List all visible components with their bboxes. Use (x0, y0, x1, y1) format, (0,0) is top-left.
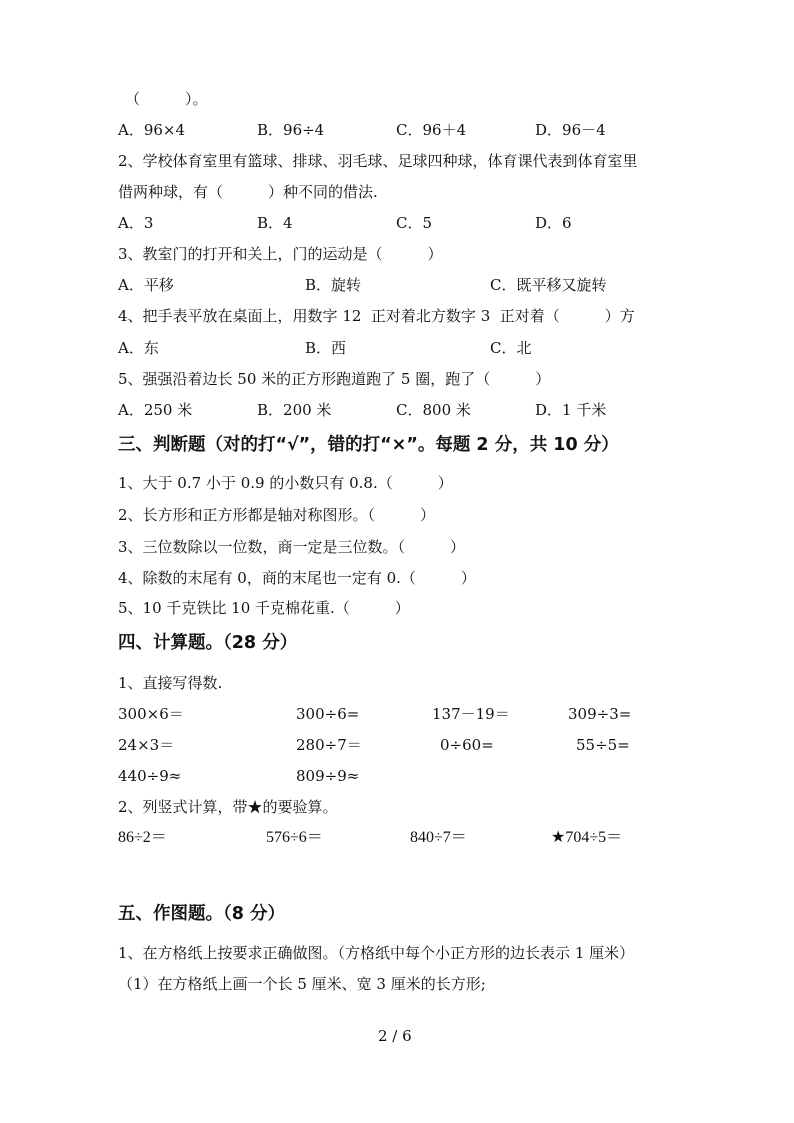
calc-item: 0÷60= (440, 736, 494, 754)
q4-option-c: C．北 (490, 339, 532, 357)
q2-option-c: C．5 (396, 214, 433, 232)
q2-line-1: 2、学校体育室里有篮球、排球、羽毛球、足球四种球，体育课代表到体育室里 (118, 152, 638, 170)
q3-option-a: A．平移 (118, 276, 174, 294)
calc-item: 300×6＝ (118, 705, 184, 723)
direct-answer-label: 1、直接写得数. (118, 674, 223, 692)
vertical-calc-item: 86÷2＝ (118, 829, 167, 846)
q3-text: 3、教室门的打开和关上，门的运动是（ ） (118, 245, 443, 263)
q2-line-2: 借两种球，有（ ）种不同的借法. (118, 183, 378, 201)
q1-option-c: C．96＋4 (396, 121, 467, 139)
q5-text: 5、强强沿着边长 50 米的正方形跑道跑了 5 圈，跑了（ ） (118, 370, 551, 388)
vertical-calc-label: 2、列竖式计算，带★的要验算。 (118, 798, 338, 816)
q5-option-c: C．800 米 (396, 401, 471, 419)
vertical-calc-item: 840÷7＝ (410, 829, 467, 846)
judgement-item-2: 2、长方形和正方形都是轴对称图形。（ ） (118, 506, 436, 524)
calc-item: 55÷5= (576, 736, 630, 754)
section-4-heading: 四、计算题。（28 分） (118, 633, 298, 653)
q1-option-a: A．96×4 (118, 121, 186, 139)
vertical-calc-item: ★704÷5＝ (551, 829, 623, 846)
calc-item: 24×3＝ (118, 736, 175, 754)
q2-option-a: A．3 (118, 214, 154, 232)
q4-option-a: A．东 (118, 339, 159, 357)
drawing-task-1: （1）在方格纸上画一个长 5 厘米、宽 3 厘米的长方形; (118, 975, 486, 993)
calc-item: 137－19＝ (432, 705, 510, 723)
q1-option-d: D．96－4 (535, 121, 606, 139)
calc-item: 309÷3= (568, 705, 632, 723)
q3-option-c: C．既平移又旋转 (490, 276, 607, 294)
q5-option-d: D．1 千米 (535, 401, 607, 419)
calc-item: 809÷9≈ (296, 767, 360, 785)
q4-text: 4、把手表平放在桌面上，用数字 12 正对着北方数字 3 正对着（ ）方 (118, 307, 635, 325)
vertical-calc-item: 576÷6＝ (266, 829, 323, 846)
calc-item: 300÷6= (296, 705, 360, 723)
q5-option-b: B．200 米 (257, 401, 332, 419)
judgement-item-5: 5、10 千克铁比 10 千克棉花重.（ ） (118, 599, 410, 617)
judgement-item-4: 4、除数的末尾有 0，商的末尾也一定有 0.（ ） (118, 569, 476, 587)
q3-option-b: B．旋转 (305, 276, 362, 294)
q1-option-b: B．96÷4 (257, 121, 325, 139)
q4-option-b: B．西 (305, 339, 347, 357)
section-3-heading: 三、判断题（对的打“√”，错的打“×”。每题 2 分，共 10 分） (118, 435, 619, 455)
q2-option-b: B．4 (257, 214, 293, 232)
calc-item: 440÷9≈ (118, 767, 182, 785)
q2-option-d: D．6 (535, 214, 572, 232)
drawing-instruction: 1、在方格纸上按要求正确做图。（方格纸中每个小正方形的边长表示 1 厘米） (118, 944, 635, 962)
judgement-item-3: 3、三位数除以一位数，商一定是三位数。（ ） (118, 538, 466, 556)
page-number: 2 / 6 (378, 1027, 412, 1045)
section-5-heading: 五、作图题。（8 分） (118, 904, 286, 924)
q5-option-a: A．250 米 (118, 401, 193, 419)
calc-item: 280÷7＝ (296, 736, 362, 754)
q1-answer-blank: （ ）。 (125, 90, 208, 108)
judgement-item-1: 1、大于 0.7 小于 0.9 的小数只有 0.8.（ ） (118, 474, 453, 492)
